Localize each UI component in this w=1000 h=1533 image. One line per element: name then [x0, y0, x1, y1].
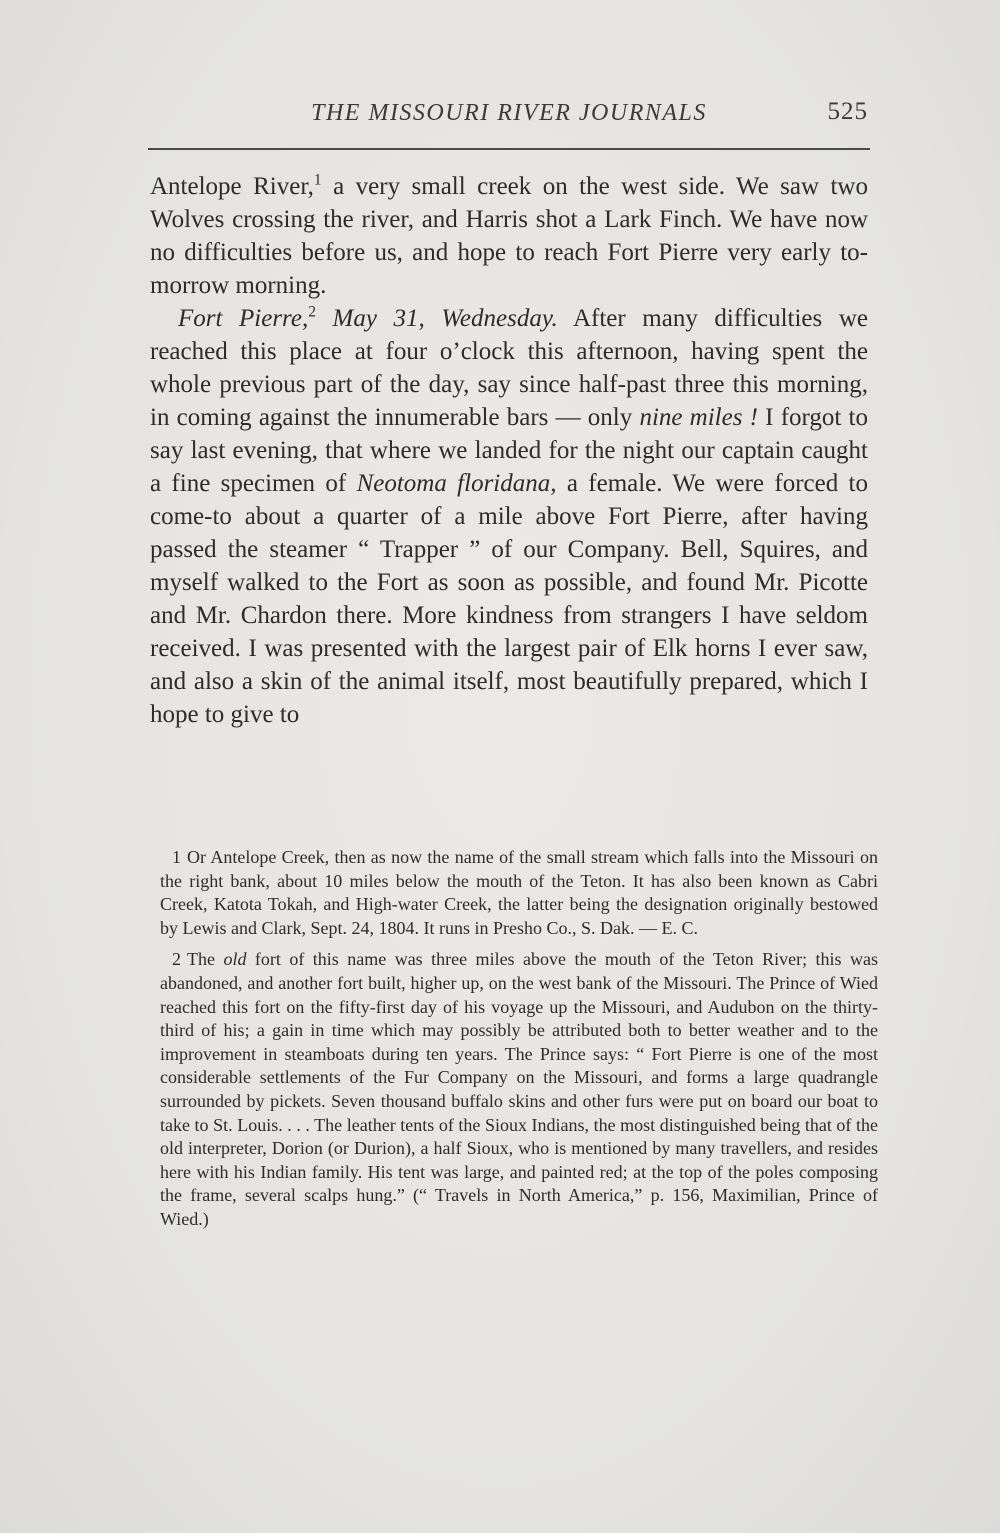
footnote-number: 2	[172, 949, 181, 970]
footnote-number: 1	[172, 847, 181, 867]
footnotes	[160, 846, 878, 1232]
footnote-2	[160, 948, 878, 1231]
entry-date: May 31, Wednesday.	[315, 305, 558, 332]
footnote-text: Or Antelope Creek, then as now the name of the small stream which falls into the Missouri on the right bank, about 10 miles below the mouth of the Teton. It has also been known as Cabri Creek, Katota Tokah, and High-water Creek, the latter being the designation originally bestowed by Lewis and Clark, Sept. 24, 1804. It runs in Presho Co., S. Dak. — E. C.	[160, 847, 878, 938]
paragraph-antelope-river	[150, 170, 868, 302]
running-head-title: THE MISSOURI RIVER JOURNALS	[311, 100, 707, 126]
journal-text	[150, 170, 868, 731]
text-run: I forgot to say last evening, that where we landed for the night our captain caught a fine specimen of	[150, 404, 868, 497]
text-run: a very small creek on the west side. We saw two Wolves crossing the river, and Harris shot a Lark Finch. We have now no difficulties before us, and hope to reach Fort Pierre very early to-morrow morning.	[150, 173, 868, 299]
entry-place: Fort Pierre,	[178, 305, 309, 332]
paragraph-fort-pierre-entry	[150, 302, 868, 731]
emphasis-old: old	[223, 949, 247, 970]
text-run: After many difficulties we reached this place at four o’clock this afternoon, having spent the whole previous part of the day, say since half-past three this morning, in coming against the innumerable bars — only	[150, 305, 868, 431]
footnote-text: The	[187, 949, 224, 970]
emphasis-nine-miles: nine miles !	[639, 404, 758, 431]
footnote-1	[160, 846, 878, 940]
footnote-ref-1: 1	[313, 171, 322, 189]
footnote-text: fort of this name was three miles above the mouth of the Teton River; this was abandoned, and another fort built, higher up, on the west bank of the Missouri. The Prince of Wied reached this fort on the fifty-first day of his voyage up the Missouri, and Audubon on the thirty-third of his; a gain in time which may possibly be attributed both to better weather and to the improvement in steamboats during ten years. The Prince says: “ Fort Pierre is one of the most considerable settlements of the Fur Company on the Missouri, and forms a large quadrangle surrounded by pickets. Seven thousand buffalo skins and other furs were put on board our boat to take to St. Louis. . . . The leather tents of the Sioux Indians, the most distinguished being that of the old interpreter, Dorion (or Durion), a half Sioux, who is mentioned by many travellers, and resides here with his Indian family. His tent was large, and painted red; at the top of the poles composing the frame, several scalps hung.” (“ Travels in North America,” p. 156, Maximilian, Prince of Wied.)	[160, 949, 878, 1229]
header-rule	[148, 148, 870, 150]
running-head	[150, 96, 868, 136]
species-name: Neotoma floridana,	[356, 470, 557, 497]
footnote-ref-2: 2	[308, 303, 316, 321]
text-run: Antelope River,	[150, 173, 314, 200]
text-run: a female. We were forced to come-to about a quarter of a mile above Fort Pierre, after having passed the steamer “ Trapper ” of our Company. Bell, Squires, and myself walked to the Fort as soon as possible, and found Mr. Picotte and Mr. Chardon there. More kindness from strangers I have seldom received. I was presented with the largest pair of Elk horns I ever saw, and also a skin of the animal itself, most beautifully prepared, which I hope to give to	[150, 470, 868, 728]
page-number: 525	[827, 98, 868, 125]
